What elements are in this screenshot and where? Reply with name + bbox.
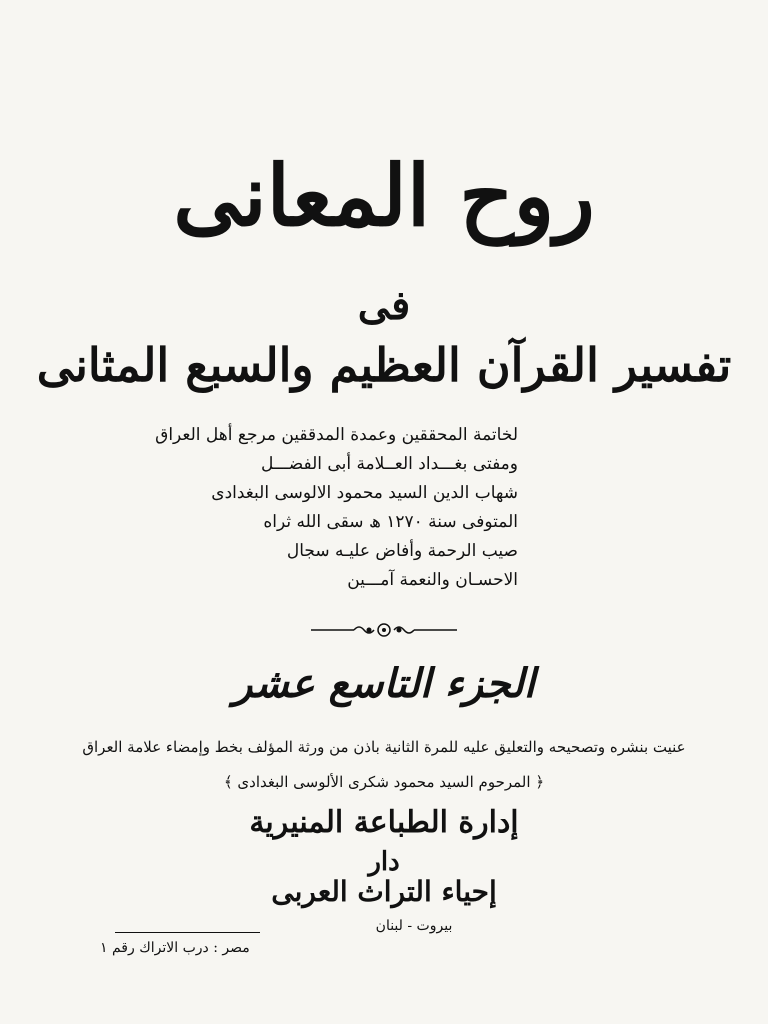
author-line: الاحسـان والنعمة آمـــين [347, 570, 518, 590]
publisher-secondary: إحياء التراث العربی [271, 875, 497, 908]
ornament-divider [0, 618, 768, 648]
author-line: شهاب الدين السيد محمود الالوسی البغدادی [211, 483, 518, 503]
publisher-city: بيروت - لبنان [375, 918, 453, 934]
book-subtitle: تفسیر القرآن العظیم والسبع المثانی [36, 338, 732, 392]
author-line: لخاتمة المحققين وعمدة المدققين مرجع أهل العراق [155, 425, 518, 445]
publisher-primary: إدارة الطباعة المنيرية [249, 805, 519, 840]
author-line: ومفتی بغـــداد العــلامة أبی الفضـــل [260, 454, 518, 474]
publisher-connector: دار [368, 847, 400, 877]
footer-rule [115, 932, 260, 933]
author-line: المتوفى سنة ١٢٧٠ ھ سقی الله ثراه [263, 512, 518, 532]
footer-address: مصر : درب الاتراك رقم ١ [100, 940, 250, 956]
author-line: صيب الرحمة وأفاض عليـه سجال [286, 541, 518, 561]
volume-title: الجزء التاسع عشر [233, 660, 535, 707]
title-connector: فی [357, 282, 411, 329]
ornament-icon [309, 618, 459, 642]
editor-name: ﴿ المرحوم السيد محمود شكری الألوسی البغدادی ﴾ [223, 773, 545, 791]
book-title: روح المعانی [173, 146, 595, 245]
editor-note: عنيت بنشره وتصحيحه والتعليق عليه للمرة الثانية باذن من ورثة المؤلف بخط وإمضاء علامة العراق [82, 738, 686, 756]
